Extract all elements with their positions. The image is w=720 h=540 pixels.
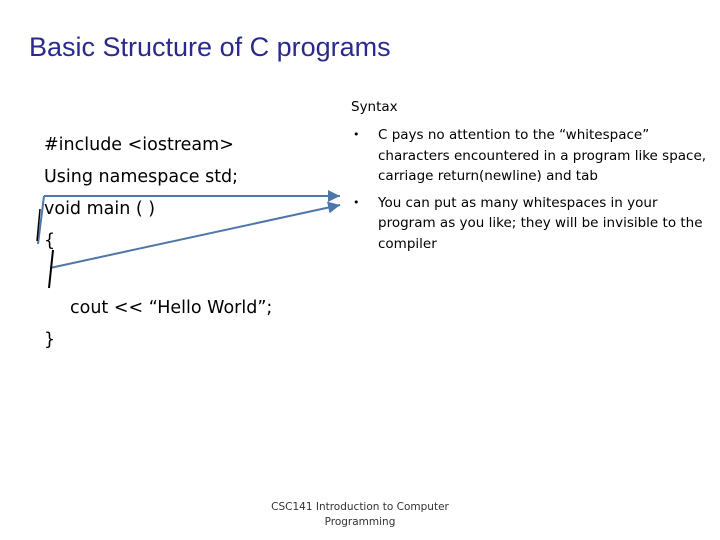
code-line-main: void main ( ) — [44, 199, 156, 219]
code-line-namespace: Using namespace std; — [44, 167, 239, 187]
footer-line-2: Programming — [324, 516, 396, 528]
code-line-include: #include <iostream> — [44, 135, 234, 155]
arrow-line-diagonal — [50, 205, 340, 268]
code-line-cout: cout << “Hello World”; — [70, 298, 273, 318]
syntax-bullet-text: C pays no attention to the “whitespace” characters encountered in a program like space, carriage return(newline) and tab — [378, 127, 707, 184]
bullet-dot-icon: • — [353, 128, 360, 141]
bullet-dot-icon: • — [353, 195, 360, 209]
whitespace-mark-bracket — [49, 250, 53, 288]
footer-line-1: CSC141 Introduction to Computer — [271, 501, 449, 513]
slide-footer — [270, 500, 450, 530]
code-line-open-brace: { — [44, 231, 56, 251]
syntax-bullet-text: You can put as many whitespaces in your program as you like; they will be invisible to the compiler — [378, 194, 703, 252]
slide-title: Basic Structure of C programs — [29, 32, 391, 62]
code-line-close-brace: } — [44, 330, 56, 350]
syntax-heading: Syntax — [351, 99, 398, 115]
